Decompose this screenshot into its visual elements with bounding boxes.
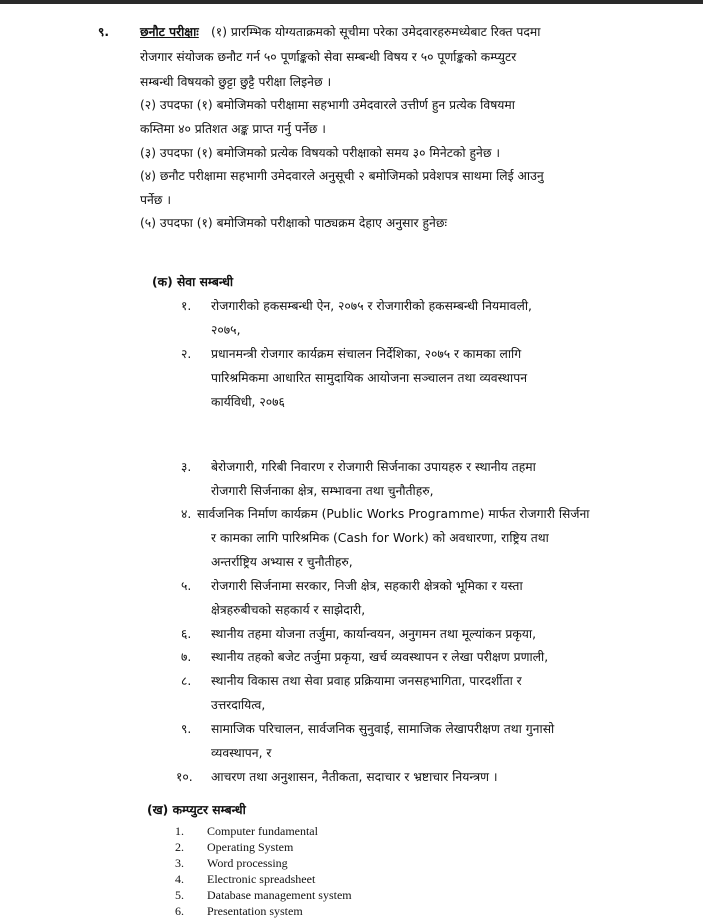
list-item-number: ४. [181, 507, 192, 521]
list-item-line: र कामका लागि पारिश्रमिक (Cash for Work) को अवधारणा, राष्ट्रिय तथा [211, 531, 549, 545]
list-item-line: उत्तरदायित्व, [211, 698, 266, 712]
list-item-number: ६. [181, 627, 192, 641]
list-item-line: रोजगारीको हकसम्बन्धी ऐन, २०७५ र रोजगारीको हकसम्बन्धी नियमावली, [211, 299, 532, 313]
subsection-title-ka: (क) सेवा सम्बन्धी [152, 275, 234, 289]
list-item-number: 1. [175, 824, 184, 838]
list-item-number: 2. [175, 840, 184, 854]
subsection-title-kha: (ख) कम्प्युटर सम्बन्धी [147, 803, 246, 817]
list-item-number: २. [181, 347, 192, 361]
list-item-number: ९. [181, 722, 192, 736]
list-item-line: स्थानीय विकास तथा सेवा प्रवाह प्रक्रियामा जनसहभागिता, पारदर्शीता र [211, 674, 522, 688]
section-line: (५) उपदफा (१) बमोजिमको परीक्षाको पाठ्यक्रम देहाए अनुसार हुनेछः [140, 216, 447, 230]
list-item-number: ८. [181, 674, 192, 688]
list-item-line: बेरोजगारी, गरिबी निवारण र रोजगारी सिर्जनाका उपायहरु र स्थानीय तहमा [211, 460, 536, 474]
list-item-line: स्थानीय तहको बजेट तर्जुमा प्रकृया, खर्च व्यवस्थापन र लेखा परीक्षण प्रणाली, [211, 650, 549, 664]
list-item-line: रोजगारी सिर्जनाका क्षेत्र, सम्भावना तथा चुनौतीहरु, [211, 484, 434, 498]
list-item-number: 4. [175, 872, 184, 886]
list-item-number: १. [181, 299, 192, 313]
scan-top-edge [0, 0, 703, 4]
section-line: रोजगार संयोजक छनौट गर्न ५० पूर्णाङ्कको सेवा सम्बन्धी विषय र ५० पूर्णाङ्कको कम्प्युटर [140, 50, 517, 64]
list-item-line: कार्यविधी, २०७६ [211, 395, 285, 409]
section-heading: छनौट परीक्षाः [140, 25, 199, 39]
list-item-text: Electronic spreadsheet [207, 872, 316, 886]
section-number: ९. [98, 25, 110, 39]
section-line: पर्नेछ । [140, 193, 171, 207]
list-item-number: ५. [181, 579, 192, 593]
list-item-line: सार्वजनिक निर्माण कार्यक्रम (Public Works Programme) मार्फत रोजगारी सिर्जना [197, 507, 590, 521]
list-item-number: ७. [181, 650, 192, 664]
section-line: (३) उपदफा (१) बमोजिमको प्रत्येक विषयको परीक्षाको समय ३० मिनेटको हुनेछ । [140, 146, 501, 160]
list-item-line: सामाजिक परिचालन, सार्वजनिक सुनुवाई, सामाजिक लेखापरीक्षण तथा गुनासो [211, 722, 555, 736]
list-item-line: अन्तर्राष्ट्रिय अभ्यास र चुनौतीहरु, [211, 555, 353, 569]
list-item-line: प्रधानमन्त्री रोजगार कार्यक्रम संचालन निर्देशिका, २०७५ र कामका लागि [211, 347, 522, 361]
list-item-text: Computer fundamental [207, 824, 318, 838]
list-item-line: २०७५, [211, 323, 241, 337]
list-item-line: व्यवस्थापन, र [211, 746, 272, 760]
section-line: सम्बन्धी विषयको छुट्टा छुट्टै परीक्षा लिइनेछ । [140, 75, 332, 89]
section-line: (१) प्रारम्भिक योग्यताक्रमको सूचीमा परेका उमेदवारहरुमध्येबाट रिक्त पदमा [211, 25, 541, 39]
list-item-number: 6. [175, 904, 184, 918]
section-line: (४) छनौट परीक्षामा सहभागी उमेदवारले अनुसूची २ बमोजिमको प्रवेशपत्र साथमा लिई आउनु [140, 169, 544, 183]
list-item-number: 5. [175, 888, 184, 902]
list-item-number: 3. [175, 856, 184, 870]
list-item-line: स्थानीय तहमा योजना तर्जुमा, कार्यान्वयन, अनुगमन तथा मूल्यांकन प्रकृया, [211, 627, 537, 641]
list-item-text: Operating System [207, 840, 294, 854]
list-item-line: आचरण तथा अनुशासन, नैतीकता, सदाचार र भ्रष्टाचार नियन्त्रण । [211, 770, 498, 784]
list-item-line: क्षेत्रहरुबीचको सहकार्य र साझेदारी, [211, 603, 366, 617]
section-line: (२) उपदफा (१) बमोजिमको परीक्षामा सहभागी उमेदवारले उत्तीर्ण हुन प्रत्येक विषयमा [140, 98, 515, 112]
section-line: कम्तिमा ४० प्रतिशत अङ्क प्राप्त गर्नु पर्नेछ । [140, 122, 326, 136]
list-item-line: रोजगारी सिर्जनामा सरकार, निजी क्षेत्र, सहकारी क्षेत्रको भूमिका र यस्ता [211, 579, 523, 593]
list-item-text: Word processing [207, 856, 288, 870]
list-item-line: पारिश्रमिकमा आधारित सामुदायिक आयोजना सञ्चालन तथा व्यवस्थापन [211, 371, 528, 385]
list-item-number: ३. [181, 460, 192, 474]
list-item-number: १०. [176, 770, 193, 784]
list-item-text: Presentation system [207, 904, 303, 918]
list-item-text: Database management system [207, 888, 352, 902]
